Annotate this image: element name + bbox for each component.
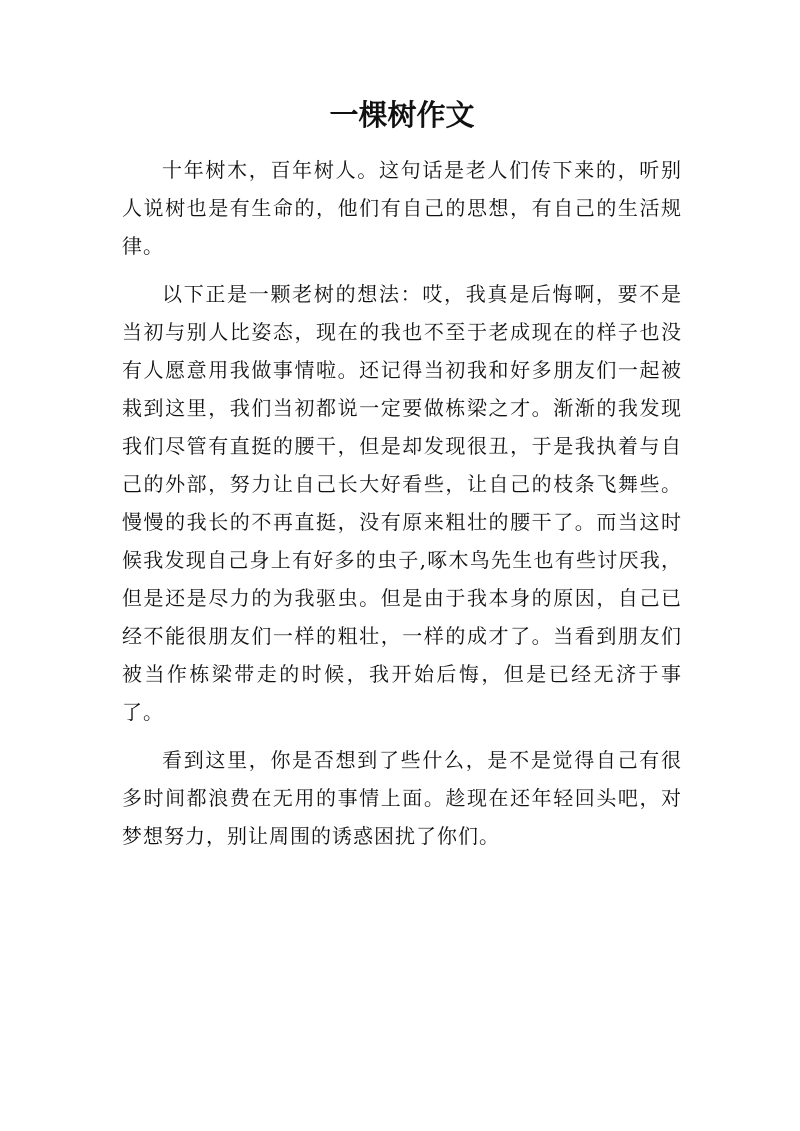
paragraph-1: 十年树木，百年树人。这句话是老人们传下来的，听别人说树也是有生命的，他们有自己的思想，有自己的生活规律。 <box>122 158 682 258</box>
page-title: 一棵树作文 <box>329 98 475 132</box>
paragraph-2: 以下正是一颗老树的想法：哎，我真是后悔啊，要不是当初与别人比姿态，现在的我也不至于老成现在的样子也没有人愿意用我做事情啦。还记得当初我和好多朋友们一起被栽到这里，我们当初都说一定要做栋梁之才。渐渐的我发现我们尽管有直挺的腰干，但是却发现很丑，于是我执着与自己的外部，努力让自己长大好看些，让自己的枝条飞舞些。慢慢的我长的不再直挺，没有原来粗壮的腰干了。而当这时候我发现自己身上有好多的虫子,啄木鸟先生也有些讨厌我，但是还是尽力的为我驱虫。但是由于我本身的原因，自己已经不能很朋友们一样的粗壮，一样的成才了。当看到朋友们被当作栋梁带走的时候，我开始后悔，但是已经无济于事了。 <box>122 282 682 724</box>
essay-body <box>122 151 682 855</box>
document-page <box>122 95 682 865</box>
paragraph-3: 看到这里，你是否想到了些什么，是不是觉得自己有很多时间都浪费在无用的事情上面。趁现在还年轻回头吧，对梦想努力，别让周围的诱惑困扰了你们。 <box>122 748 682 848</box>
